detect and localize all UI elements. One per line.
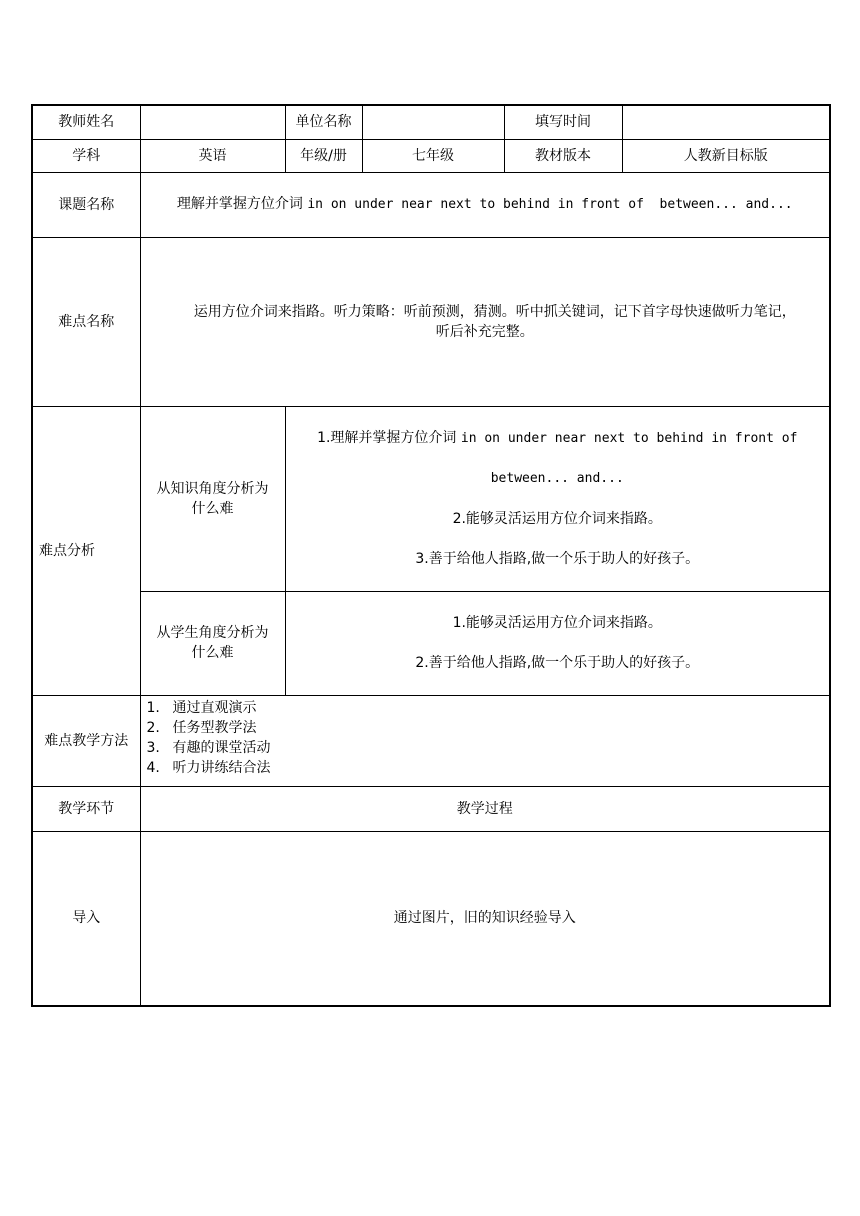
- teaching-process-label: 教学过程: [140, 786, 830, 831]
- unit-name-label: 单位名称: [285, 105, 362, 139]
- knowledge-item-1-cn: 1.理解并掌握方位介词: [317, 430, 457, 446]
- list-item: 4. 听力讲练结合法: [146, 759, 271, 776]
- list-item: 3. 有趣的课堂活动: [146, 739, 271, 756]
- knowledge-item-1-en: in on under near next to behind in front of: [460, 431, 798, 446]
- student-item-1: 1.能够灵活运用方位介词来指路。: [452, 615, 662, 631]
- analysis-knowledge-row: [32, 406, 830, 591]
- list-item: 2. 任务型教学法: [146, 719, 257, 736]
- difficulty-label: 难点名称: [32, 237, 140, 406]
- topic-label: 课题名称: [32, 172, 140, 237]
- methods-row: [32, 695, 830, 786]
- fill-date-label: 填写时间: [504, 105, 622, 139]
- header-row-1: [32, 105, 830, 139]
- student-analysis-content: [285, 591, 830, 695]
- knowledge-item-3: 3.善于给他人指路,做一个乐于助人的好孩子。: [415, 551, 700, 567]
- student-item-2: 2.善于给他人指路,做一个乐于助人的好孩子。: [415, 655, 700, 671]
- subject-label: 学科: [32, 139, 140, 172]
- student-analysis-label: 从学生角度分析为什么难: [140, 591, 285, 695]
- topic-value-en: in on under near next to behind in front of between... and...: [307, 197, 793, 212]
- analysis-label: 难点分析: [32, 406, 140, 695]
- difficulty-row: [32, 237, 830, 406]
- edition-label: 教材版本: [504, 139, 622, 172]
- unit-name-value: [362, 105, 504, 139]
- topic-value: [140, 172, 830, 237]
- methods-list: [140, 695, 830, 786]
- process-header-row: [32, 786, 830, 831]
- topic-value-cn: 理解并掌握方位介词: [176, 196, 303, 212]
- grade-label: 年级/册: [285, 139, 362, 172]
- difficulty-value: [140, 237, 830, 406]
- list-item: 1. 通过直观演示: [146, 699, 257, 716]
- intro-label: 导入: [32, 831, 140, 1006]
- methods-label: 难点教学方法: [32, 695, 140, 786]
- lesson-plan-document: [31, 104, 829, 1007]
- topic-row: [32, 172, 830, 237]
- fill-date-value: [622, 105, 830, 139]
- difficulty-line-2: 听后补充完整。: [435, 323, 534, 340]
- teaching-stage-label: 教学环节: [32, 786, 140, 831]
- difficulty-line-1: 运用方位介词来指路。听力策略：听前预测，猜测。听中抓关键词，记下首字母快速做听力笔记，: [193, 303, 796, 320]
- knowledge-analysis-label: 从知识角度分析为什么难: [140, 406, 285, 591]
- analysis-student-row: [32, 591, 830, 695]
- teacher-name-label: 教师姓名: [32, 105, 140, 139]
- knowledge-analysis-content: [285, 406, 830, 591]
- intro-row: [32, 831, 830, 1006]
- grade-value: 七年级: [362, 139, 504, 172]
- knowledge-item-1-continued: between... and...: [490, 471, 624, 486]
- header-row-2: [32, 139, 830, 172]
- knowledge-item-1: [286, 418, 830, 459]
- intro-value: 通过图片，旧的知识经验导入: [140, 831, 830, 1006]
- edition-value: 人教新目标版: [622, 139, 830, 172]
- teacher-name-value: [140, 105, 285, 139]
- lesson-plan-table: [31, 104, 831, 1007]
- knowledge-item-2: 2.能够灵活运用方位介词来指路。: [452, 511, 662, 527]
- subject-value: 英语: [140, 139, 285, 172]
